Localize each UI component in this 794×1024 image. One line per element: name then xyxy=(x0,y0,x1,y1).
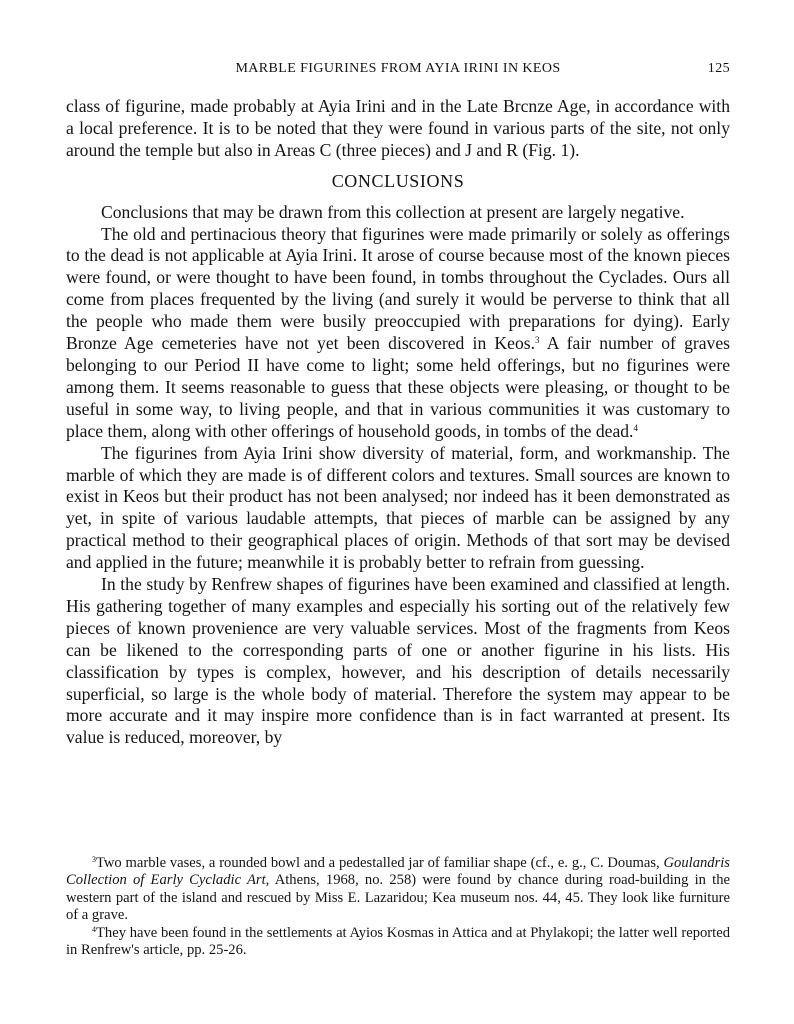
paragraph-offerings-theory xyxy=(66,224,730,443)
footnote-4 xyxy=(66,925,730,960)
footnote-mark: 3 xyxy=(92,855,96,864)
footnote-text: They have been found in the settlements at Ayios Kosmas in Attica and at Phylakopi; the latter well reported in Renfrew's article, pp. 25-26. xyxy=(66,924,730,959)
footnotes xyxy=(66,855,730,959)
footnote-ref-3[interactable]: 3 xyxy=(535,335,540,346)
page-number: 125 xyxy=(707,61,730,76)
running-title: MARBLE FIGURINES FROM AYIA IRINI IN KEOS xyxy=(235,61,561,76)
paragraph-text: A fair number of graves belonging to our Period II have come to light; some held offerings, but no figurines were among them. It seems reasonable to guess that these objects were pleasing, or thought to be useful in some way, to living people, and that in various communities it was customary to place them, along with other offerings of household goods, in tombs of the dead. xyxy=(66,333,730,441)
running-head xyxy=(66,61,730,77)
section-heading: CONCLUSIONS xyxy=(331,170,465,191)
paragraph-continued: class of figurine, made probably at Ayia Irini and in the Late Brcnze Age, in accordance with a local preference. It is to be noted that they were found in various parts of the site, not only around the temple but also in Areas C (three pieces) and J and R (Fig. 1). xyxy=(66,96,730,160)
paragraph-diversity: The figurines from Ayia Irini show diversity of material, form, and workmanship. The marble of which they are made is of different colors and textures. Small sources are known to exist in Keos but their product has not been analysed; nor indeed has it been demonstrated as yet, in spite of various laudable attempts, that pieces of marble can be assigned by any practical method to their geographical places of origin. Methods of that sort may be devised and applied in the future; meanwhile it is probably better to refrain from guessing. xyxy=(66,442,730,573)
footnote-text: Two marble vases, a rounded bowl and a pedestalled jar of familiar shape (cf., e. g., C. Doumas, xyxy=(96,855,664,871)
footnote-mark: 4 xyxy=(92,924,96,934)
paragraph-conclusions-intro: Conclusions that may be drawn from this collection at present are largely negative. xyxy=(101,201,685,222)
footnote-3 xyxy=(66,855,730,925)
paragraph-renfrew: In the study by Renfrew shapes of figurines have been examined and classified at length. His gathering together of many examples and especially his sorting out of the relatively few pieces of known provenience are very valuable services. Most of the fragments from Keos can be likened to the corresponding parts of one or another figurine in his lists. His classification by types is complex, however, and his description of details necessarily superficial, so large is the whole body of material. Therefore the system may appear to be more accurate and it may inspire more confidence than is in fact warranted at present. Its value is reduced, moreover, by xyxy=(66,574,730,748)
footnote-text: Athens, 1968, no. 258) were found by chance during road-building in the western part of the island and rescued by Miss E. Lazaridou; Kea museum nos. 44, 45. They look like furniture of a grave. xyxy=(66,872,730,924)
paragraph-text: The old and pertinacious theory that figurines were made primarily or solely as offerings to the dead is not applicable at Ayia Irini. It arose of course because most of the known pieces were found, or were thought to have been found, in tombs throughout the Cyclades. Ours all come from places frequented by the living (and surely it would be perverse to think that all the people who made them were busily preoccupied with preparations for dying). Early Bronze Age cemeteries have not yet been discovered in Keos. xyxy=(66,223,730,354)
footnote-book-title: Goulandris Collection of Early Cycladic Art, xyxy=(66,855,730,889)
footnote-ref-4[interactable]: 4 xyxy=(633,422,638,433)
body-text xyxy=(66,96,730,749)
